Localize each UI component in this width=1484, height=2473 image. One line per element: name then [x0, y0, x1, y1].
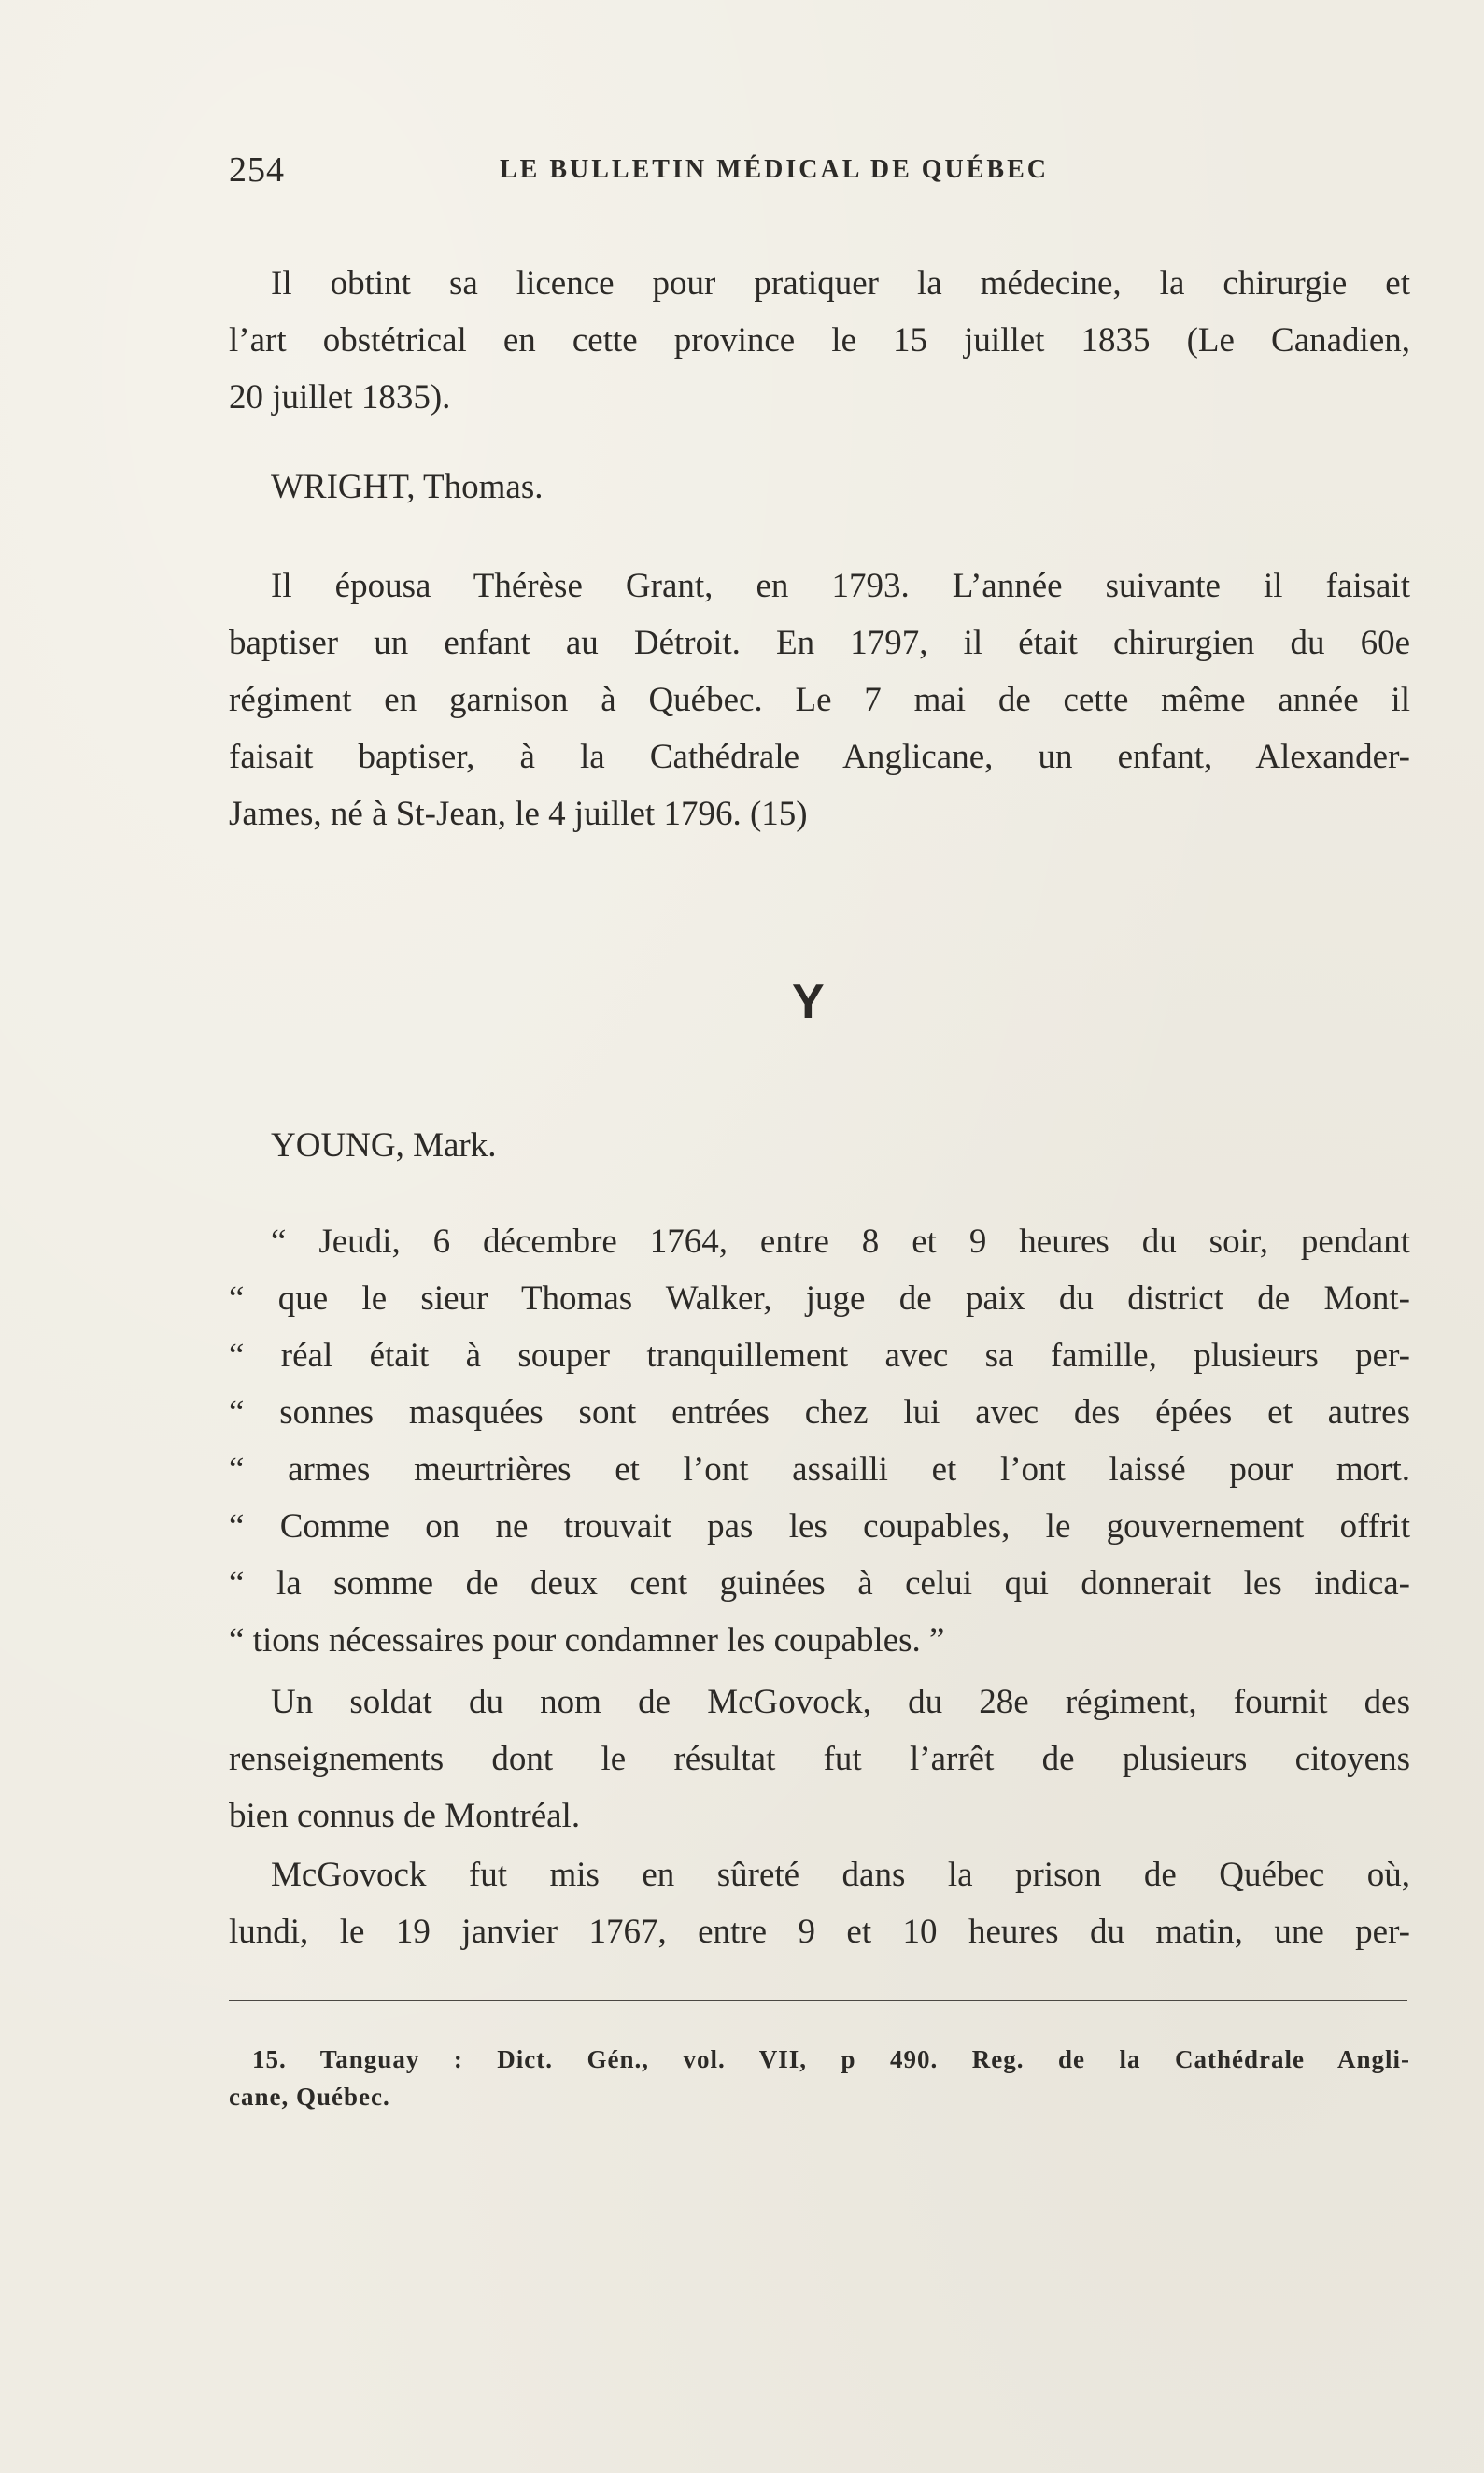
- text-line: bien connus de Montréal.: [229, 1797, 581, 1835]
- paragraph-mcgovock: [229, 1674, 1410, 1844]
- paragraph-licence: [229, 255, 1410, 426]
- text-line: “ réal était à souper tranquillement avec sa famille, plusieurs per-: [229, 1336, 1410, 1375]
- entry-heading-young: YOUNG, Mark.: [271, 1126, 497, 1165]
- text-line: Un soldat du nom de McGovock, du 28e régiment, fournit des: [271, 1683, 1410, 1721]
- text-line: McGovock fut mis en sûreté dans la prison de Québec où,: [271, 1856, 1410, 1894]
- paragraph-prison: [229, 1846, 1410, 1960]
- paragraph-wright: [229, 558, 1410, 842]
- text-line: James, né à St-Jean, le 4 juillet 1796. (15): [229, 795, 808, 833]
- footnote-line: cane, Québec.: [229, 2083, 390, 2111]
- text-line: “ que le sieur Thomas Walker, juge de paix du district de Mont-: [229, 1279, 1410, 1318]
- text-line: “ Comme on ne trouvait pas les coupables, le gouvernement offrit: [229, 1507, 1410, 1546]
- text-line: Il obtint sa licence pour pratiquer la médecine, la chirurgie et: [271, 264, 1410, 303]
- quotation-young: [229, 1213, 1410, 1669]
- running-title: LE BULLETIN MÉDICAL DE QUÉBEC: [500, 155, 1050, 184]
- text-line: renseignements dont le résultat fut l’arrêt de plusieurs citoyens: [229, 1740, 1410, 1778]
- text-line: Il épousa Thérèse Grant, en 1793. L’année suivante il faisait: [271, 567, 1410, 605]
- footnote-line: 15. Tanguay : Dict. Gén., vol. VII, p 490. Reg. de la Cathédrale Angli-: [252, 2045, 1410, 2073]
- text-line: régiment en garnison à Québec. Le 7 mai de cette même année il: [229, 681, 1410, 719]
- page-number: 254: [229, 150, 285, 190]
- footnote: [229, 2041, 1410, 2115]
- text-line: faisait baptiser, à la Cathédrale Anglicane, un enfant, Alexander-: [229, 738, 1410, 776]
- text-line: lundi, le 19 janvier 1767, entre 9 et 10 heures du matin, une per-: [229, 1913, 1410, 1951]
- footnote-divider: [229, 2000, 1407, 2001]
- entry-heading-wright: WRIGHT, Thomas.: [271, 468, 544, 506]
- text-line: baptiser un enfant au Détroit. En 1797, il était chirurgien du 60e: [229, 624, 1410, 662]
- text-line: “ armes meurtrières et l’ont assailli et l’ont laissé pour mort.: [229, 1450, 1410, 1489]
- text-line: l’art obstétrical en cette province le 15 juillet 1835 (Le Canadien,: [229, 321, 1410, 360]
- text-line: 20 juillet 1835).: [229, 378, 451, 417]
- text-line: “ sonnes masquées sont entrées chez lui avec des épées et autres: [229, 1393, 1410, 1432]
- text-line: “ Jeudi, 6 décembre 1764, entre 8 et 9 heures du soir, pendant: [271, 1222, 1410, 1261]
- page-header: [229, 149, 1163, 196]
- section-letter: Y: [792, 975, 825, 1029]
- text-line: “ la somme de deux cent guinées à celui qui donnerait les indica-: [229, 1564, 1410, 1603]
- text-line: “ tions nécessaires pour condamner les coupables. ”: [229, 1621, 945, 1660]
